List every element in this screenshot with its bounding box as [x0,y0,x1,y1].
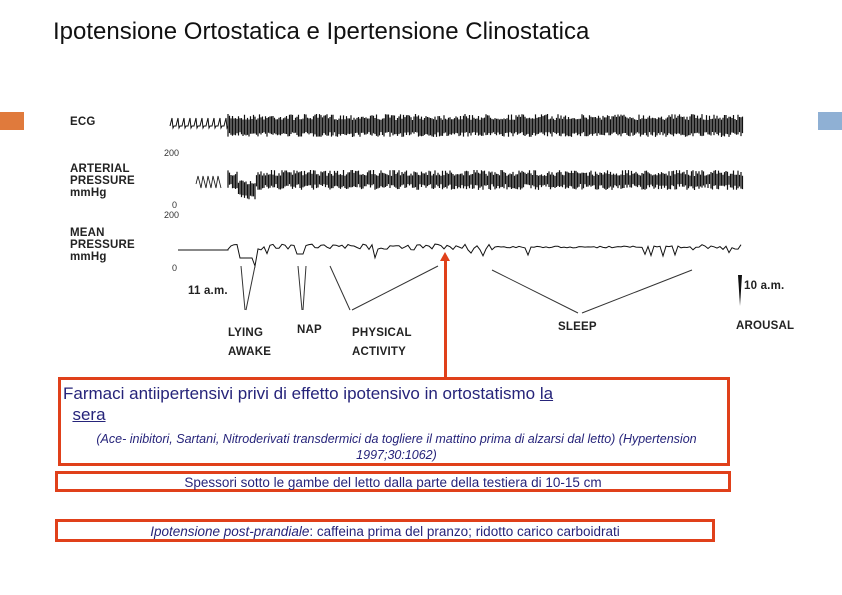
callout-main-text [63,383,728,425]
ap-scale-top: 200 [164,148,180,158]
ap-trace-dense [228,170,743,199]
pointer-sleep-1 [492,270,578,313]
event-pointers [241,266,742,313]
callout-main-sera: sera [72,405,106,424]
postprandial-italic: Ipotensione post-prandiale [150,524,310,539]
slide-title: Ipotensione Ortostatica e Ipertensione Clinostatica [53,18,590,45]
callout-arrow-line [444,258,447,378]
event-nap: NAP [297,324,322,336]
event-physical-activity: PHYSICAL ACTIVITY [352,327,412,358]
arousal-marker [738,275,742,306]
callout-main-la: la [539,384,554,403]
event-lying-awake: LYING AWAKE [228,327,272,358]
pointer-sleep-2 [582,270,692,313]
mp-scale-top: 200 [164,210,180,220]
arterial-pressure-label: ARTERIAL PRESSURE mmHg [70,163,135,199]
postprandial-text [58,524,712,539]
ap-scale-bottom: 0 [172,200,178,210]
event-arousal: AROUSAL [736,320,795,332]
mean-pressure-trace [178,244,741,266]
right-accent-bar [818,112,842,130]
postprandial-rest: : caffeina prima del pranzo; ridotto carico carboidrati [309,524,620,539]
left-accent-bar [0,112,24,130]
pointer-lying-2 [246,266,255,310]
pointer-nap-1 [298,266,302,310]
ap-trace-start [196,176,221,188]
pointer-activity-2 [352,266,438,310]
pointer-lying-1 [241,266,245,310]
callout-box-postprandial [55,519,715,542]
ecg-trace-start [170,118,228,128]
event-sleep: SLEEP [558,321,597,333]
callout-box-bed-blocks [55,471,731,492]
bed-blocks-text: Spessori sotto le gambe del letto dalla parte della testiera di 10-15 cm [184,475,602,490]
ecg-trace-dense [228,114,743,137]
ecg-label: ECG [70,116,96,128]
mp-scale-bottom: 0 [172,263,178,273]
time-end-label: 10 a.m. [744,280,785,292]
trace-svg [60,88,800,368]
pointer-nap-2 [303,266,306,310]
callout-note: (Ace- inibitori, Sartani, Nitroderivati transdermici da togliere il mattino prima di alzarsi dal letto) (Hypertension 1997;30:1062) [96,432,697,462]
callout-main-before: Farmaci antiipertensivi privi di effetto ipotensivo in ortostatismo [63,384,540,403]
mean-pressure-label: MEAN PRESSURE mmHg [70,227,135,263]
callout-box-evening-drugs [58,377,730,466]
time-start-label: 11 a.m. [188,285,228,297]
callout-arrow-head [440,252,450,261]
trace-group [170,114,743,266]
pointer-activity-1 [330,266,350,310]
recording-figure [60,88,800,368]
